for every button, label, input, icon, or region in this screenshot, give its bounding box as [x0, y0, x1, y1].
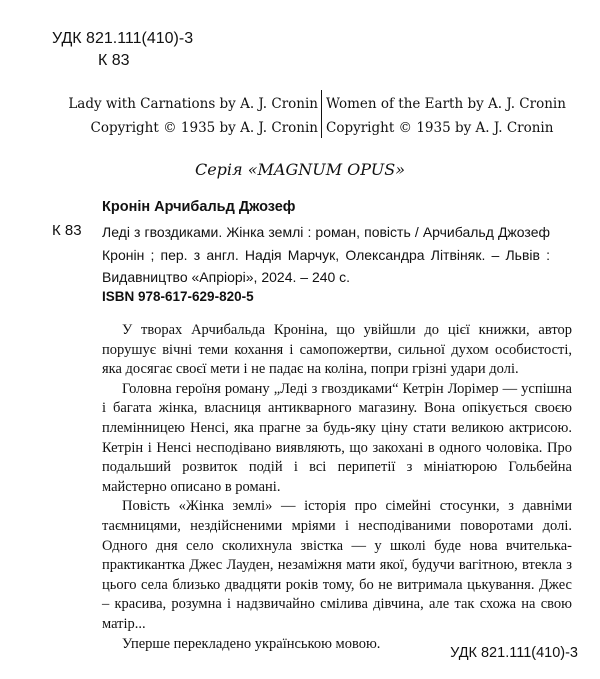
original-title-left: Lady with Carnations by A. J. Cronin — [68, 96, 318, 112]
author-mark: К 83 — [52, 222, 82, 239]
annotation-paragraph: Головна героїня роману „Леді з гвоздиками“ Кетрін Лорімер — успішна і багата жінка, власниця антикварного магазину. Вона опікується своєю племінницею Ненсі, яка прагне за будь-яку ціну стати великою актрисою. Кетрін і Ненсі несподівано виявляють, що закохані в одного чоловіка. Про подальший розвиток подій і всі перипетії з мініатюрою Гольбейна майстерно описано в романі. — [102, 380, 572, 495]
original-copyright-left — [0, 92, 318, 140]
annotation-paragraph: У творах Арчибальда Кроніна, що увійшли до цієї книжки, автор порушує вічні теми кохання і самопожертви, сильної духом особистості, яка досягає своєї мети і не падає на коліна, попри грізні удари долі. — [102, 322, 572, 378]
udk-code-bottom: УДК 821.111(410)-3 — [450, 645, 578, 661]
series-title: Серія «MAGNUM OPUS» — [194, 160, 406, 179]
original-copyright-right — [326, 92, 566, 140]
original-title-right: Women of the Earth by A. J. Cronin — [326, 96, 566, 112]
bibliographic-description: Леді з гвоздиками. Жінка землі : роман, повість / Арчибальд Джозеф Кронін ; пер. з англ. Надія Марчук, Олександра Літвіняк. – Львів : Видавництво «Апріорі», 2024. – 240 с. — [102, 224, 550, 285]
annotation — [102, 321, 572, 654]
udk-code-top: УДК 821.111(410)-3 — [52, 30, 194, 47]
copyright-left: Copyright © 1935 by A. J. Cronin — [90, 120, 318, 136]
copyright-divider — [321, 90, 322, 138]
annotation-paragraph: Уперше перекладено українською мовою. — [122, 635, 381, 652]
catalog-header — [52, 28, 193, 72]
isbn: ISBN 978-617-629-820-5 — [102, 289, 254, 304]
annotation-paragraph: Повість «Жінка землі» — історія про сімейні стосунки, з давніми таємницями, нездійсненими мріями і несподіваними поворотами долі. Одного дня село сколихнула звістка — у школі буде нова вчителька-практикантка Джес Лауден, незаміжня мати якої, будучи вагітною, втекла з цього села близько двадцяти років тому, бо не витримала цькування. Джес – красива, розумна і надзвичайно смілива дівчина, але так схожа на свою матір... — [102, 498, 572, 632]
author-heading: Кронін Арчибальд Джозеф — [102, 199, 296, 215]
author-mark-top: К 83 — [98, 52, 130, 69]
copyright-right: Copyright © 1935 by A. J. Cronin — [326, 120, 554, 136]
